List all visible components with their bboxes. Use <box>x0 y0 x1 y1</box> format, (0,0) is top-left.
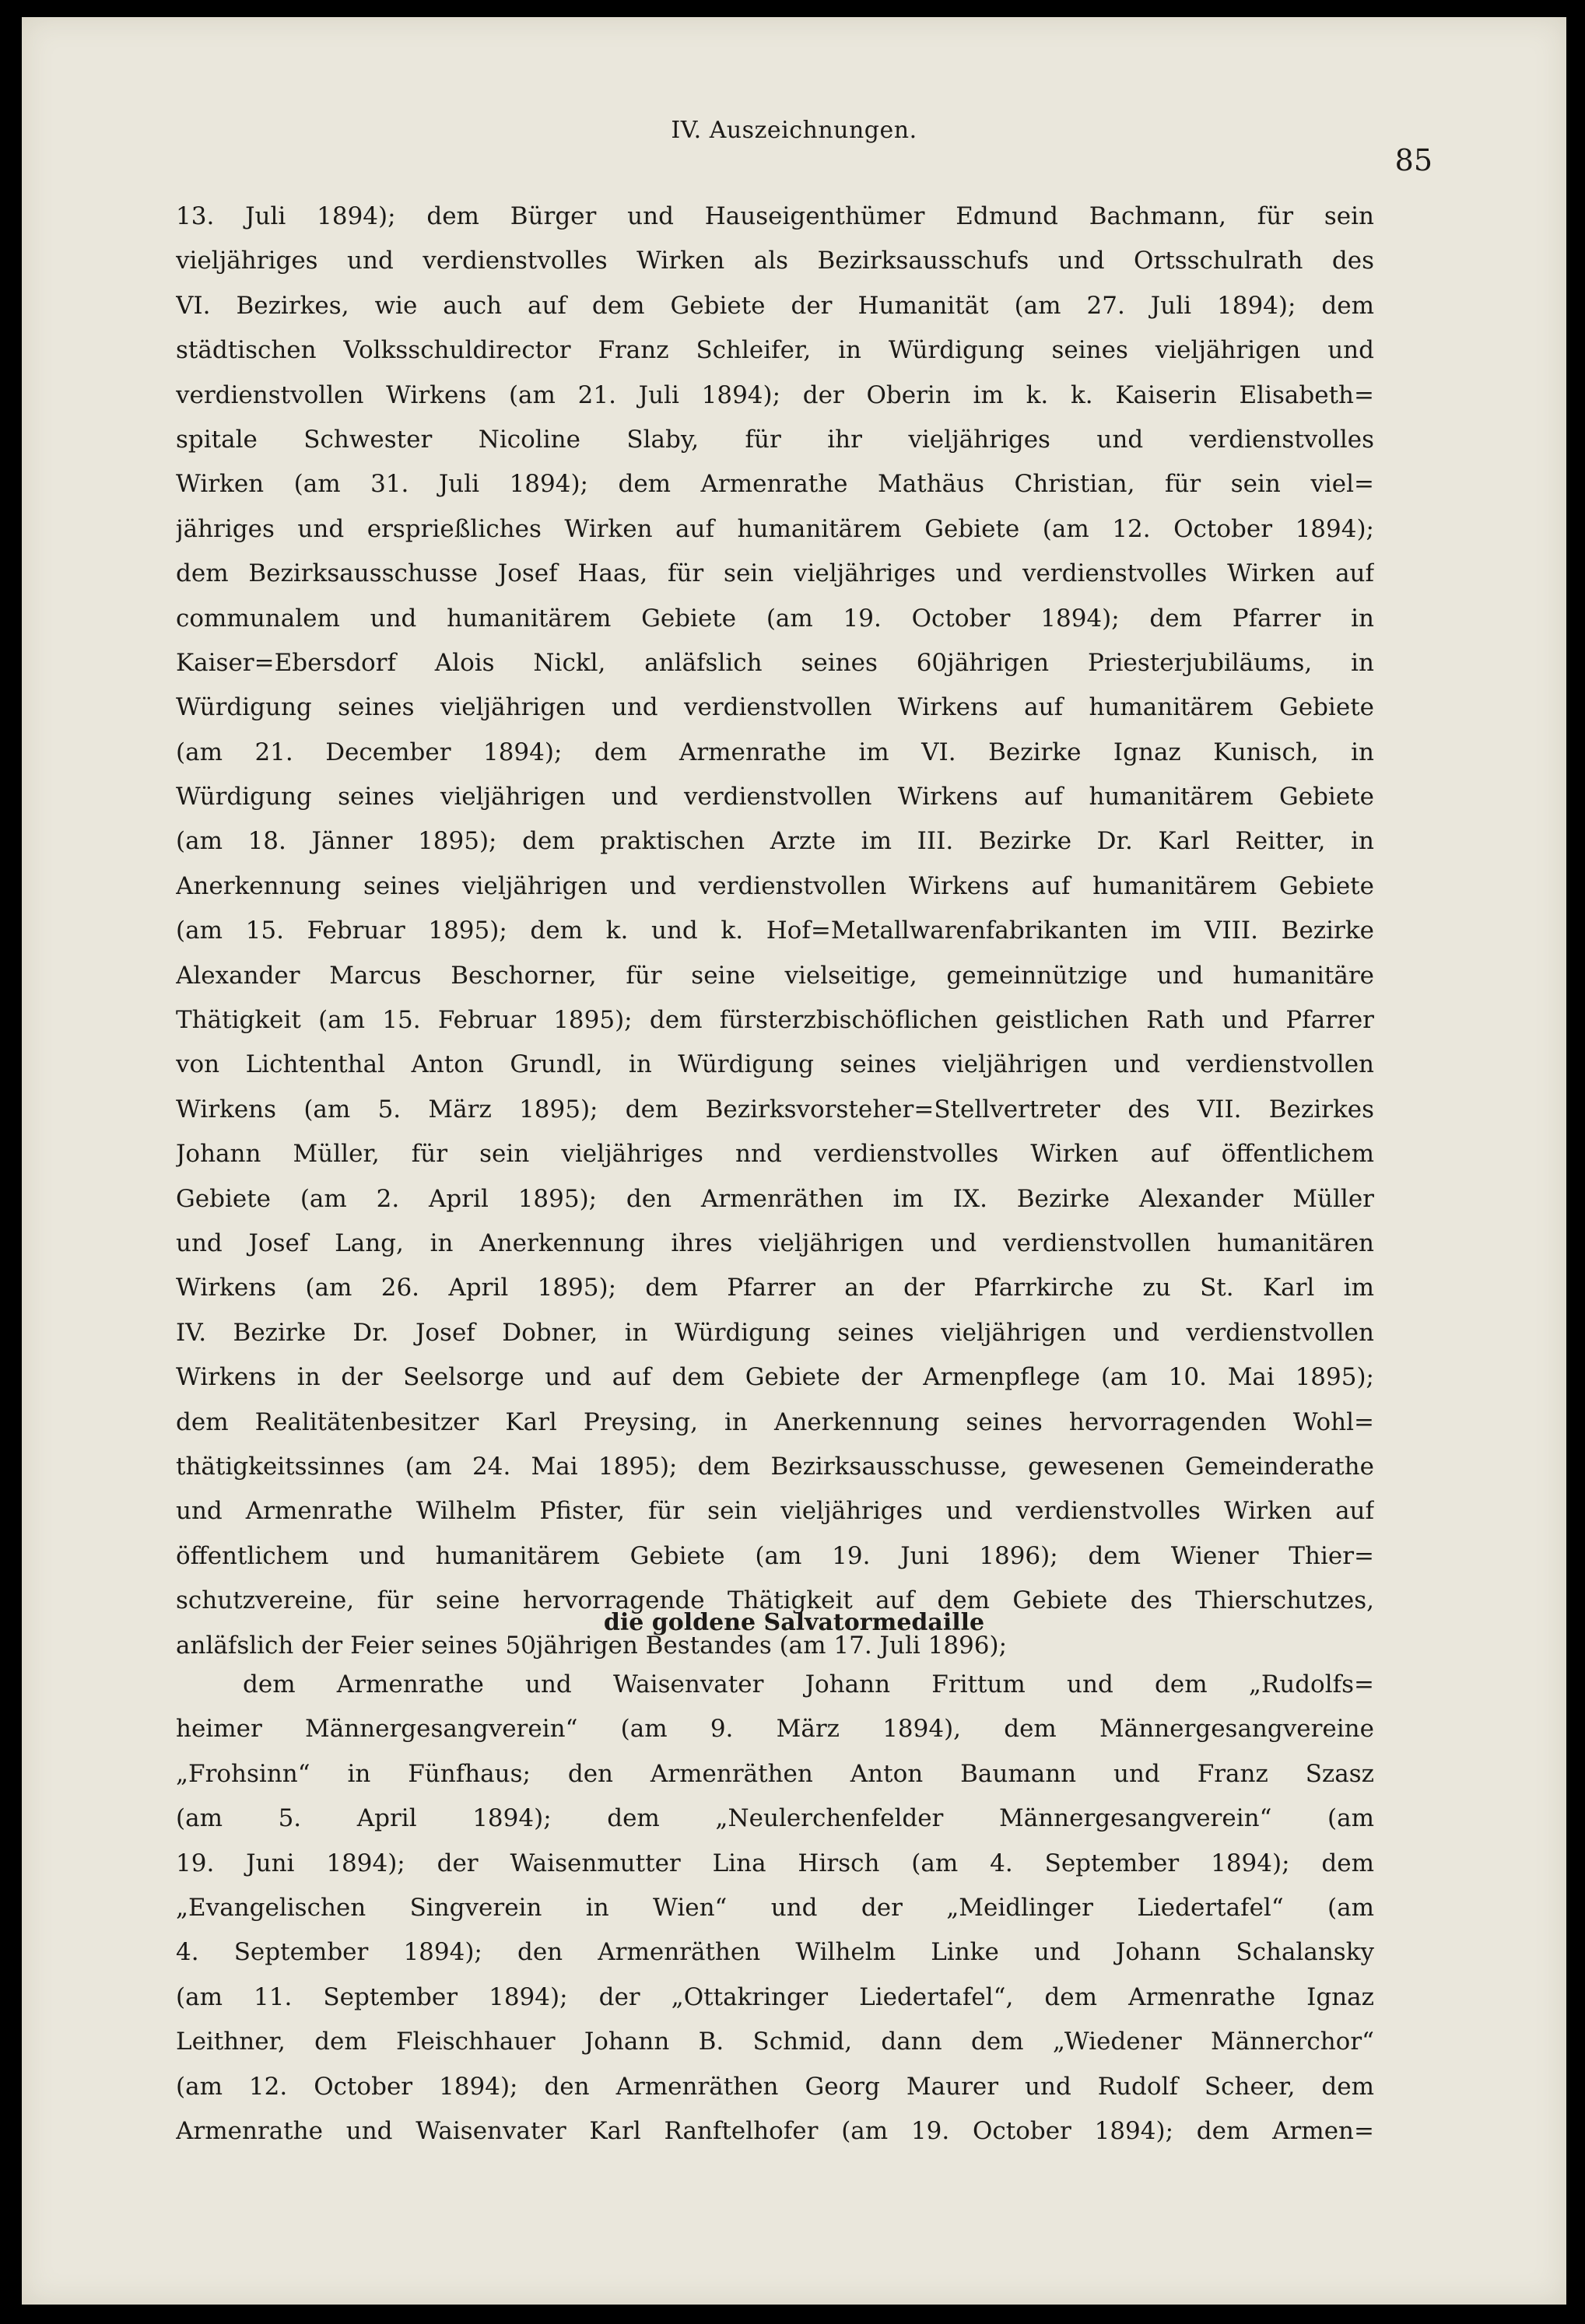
text-line: IV. Bezirke Dr. Josef Dobner, in Würdigung seines vieljährigen und verdienstvollen <box>176 1318 1374 1347</box>
text-line: anläfslich der Feier seines 50jährigen Bestandes (am 17. Juli 1896); <box>176 1631 1008 1660</box>
text-line: und Josef Lang, in Anerkennung ihres vieljährigen und verdienstvollen humanitären <box>176 1229 1374 1257</box>
text-line: Johann Müller, für sein vieljähriges nnd verdienstvolles Wirken auf öffentlichem <box>176 1140 1374 1169</box>
text-line: Wirkens (am 5. März 1895); dem Bezirksvorsteher=Stellvertreter des VII. Bezirkes <box>176 1095 1374 1123</box>
paragraph-1 <box>176 195 1374 1668</box>
text-line: Kaiser=Ebersdorf Alois Nickl, anläfslich seines 60jährigen Priesterjubiläums, in <box>176 648 1374 677</box>
text-line: (am 21. December 1894); dem Armenrathe im VI. Bezirke Ignaz Kunisch, in <box>176 738 1374 766</box>
text-line: Thätigkeit (am 15. Februar 1895); dem fürsterzbischöflichen geistlichen Rath und Pfarrer <box>176 1006 1374 1035</box>
paragraph-2 <box>176 1663 1374 2154</box>
text-line: dem Realitätenbesitzer Karl Preysing, in Anerkennung seines hervorragenden Wohl= <box>176 1407 1374 1436</box>
text-line: thätigkeitssinnes (am 24. Mai 1895); dem Bezirksausschusse, gewesenen Gemeinderathe <box>176 1452 1374 1481</box>
text-line: Gebiete (am 2. April 1895); den Armenräthen im IX. Bezirke Alexander Müller <box>176 1184 1374 1213</box>
text-line: dem Bezirksausschusse Josef Haas, für sein vieljähriges und verdienstvolles Wirken auf <box>176 559 1374 588</box>
text-line: städtischen Volksschuldirector Franz Schleifer, in Würdigung seines vieljährigen und <box>176 336 1374 365</box>
text-line: (am 5. April 1894); dem „Neulerchenfelder Männergesangverein“ (am <box>176 1804 1374 1833</box>
text-line: communalem und humanitärem Gebiete (am 19. October 1894); dem Pfarrer in <box>176 604 1374 633</box>
text-line: verdienstvollen Wirkens (am 21. Juli 1894); der Oberin im k. k. Kaiserin Elisabeth= <box>176 380 1374 409</box>
text-line: Würdigung seines vieljährigen und verdienstvollen Wirkens auf humanitärem Gebiete <box>176 783 1374 811</box>
section-heading: die goldene Salvatormedaille <box>603 1609 985 1636</box>
text-line: von Lichtenthal Anton Grundl, in Würdigung seines vieljährigen und verdienstvollen <box>176 1050 1374 1079</box>
scanned-page <box>22 17 1566 2305</box>
text-line: „Frohsinn“ in Fünfhaus; den Armenräthen Anton Baumann und Franz Szasz <box>176 1759 1374 1788</box>
text-line: 4. September 1894); den Armenräthen Wilhelm Linke und Johann Schalansky <box>176 1938 1374 1967</box>
text-line: Wirken (am 31. Juli 1894); dem Armenrathe Mathäus Christian, für sein viel= <box>176 470 1374 499</box>
text-line: Wirkens (am 26. April 1895); dem Pfarrer an der Pfarrkirche zu St. Karl im <box>176 1274 1374 1302</box>
text-line: 13. Juli 1894); dem Bürger und Hauseigenthümer Edmund Bachmann, für sein <box>176 202 1374 230</box>
text-line: „Evangelischen Singverein in Wien“ und der „Meidlinger Liedertafel“ (am <box>176 1893 1374 1922</box>
text-line: (am 11. September 1894); der „Ottakringer Liedertafel“, dem Armenrathe Ignaz <box>176 1982 1374 2011</box>
running-head: IV. Auszeichnungen. <box>671 117 917 144</box>
text-line: und Armenrathe Wilhelm Pfister, für sein vieljähriges und verdienstvolles Wirken auf <box>176 1497 1374 1526</box>
text-line: Würdigung seines vieljährigen und verdienstvollen Wirkens auf humanitärem Gebiete <box>176 693 1374 722</box>
text-line: (am 12. October 1894); den Armenräthen Georg Maurer und Rudolf Scheer, dem <box>176 2072 1374 2101</box>
text-line: spitale Schwester Nicoline Slaby, für ihr vieljähriges und verdienstvolles <box>176 425 1374 454</box>
text-line: Anerkennung seines vieljährigen und verdienstvollen Wirkens auf humanitärem Gebiete <box>176 871 1374 900</box>
text-line: schutzvereine, für seine hervorragende Thätigkeit auf dem Gebiete des Thierschutzes, <box>176 1586 1374 1615</box>
text-line: Armenrathe und Waisenvater Karl Ranftelhofer (am 19. October 1894); dem Armen= <box>176 2116 1374 2145</box>
text-line: öffentlichem und humanitärem Gebiete (am 19. Juni 1896); dem Wiener Thier= <box>176 1541 1374 1570</box>
text-line: dem Armenrathe und Waisenvater Johann Frittum und dem „Rudolfs= <box>243 1670 1374 1698</box>
text-line: 19. Juni 1894); der Waisenmutter Lina Hirsch (am 4. September 1894); dem <box>176 1849 1374 1877</box>
text-line: (am 15. Februar 1895); dem k. und k. Hof=Metallwarenfabrikanten im VIII. Bezirke <box>176 917 1374 945</box>
page-number: 85 <box>1394 143 1432 177</box>
text-line: Alexander Marcus Beschorner, für seine vielseitige, gemeinnützige und humanitäre <box>176 961 1374 990</box>
text-line: jähriges und ersprießliches Wirken auf humanitärem Gebiete (am 12. October 1894); <box>176 514 1374 543</box>
text-line: vieljähriges und verdienstvolles Wirken als Bezirksausschufs und Ortsschulrath des <box>176 247 1374 275</box>
text-line: (am 18. Jänner 1895); dem praktischen Arzte im III. Bezirke Dr. Karl Reitter, in <box>176 827 1374 856</box>
text-line: VI. Bezirkes, wie auch auf dem Gebiete der Humanität (am 27. Juli 1894); dem <box>176 291 1374 320</box>
text-line: heimer Männergesangverein“ (am 9. März 1894), dem Männergesangvereine <box>176 1715 1374 1744</box>
text-line: Wirkens in der Seelsorge und auf dem Gebiete der Armenpflege (am 10. Mai 1895); <box>176 1363 1374 1392</box>
text-line: Leithner, dem Fleischhauer Johann B. Schmid, dann dem „Wiedener Männerchor“ <box>176 2028 1374 2056</box>
